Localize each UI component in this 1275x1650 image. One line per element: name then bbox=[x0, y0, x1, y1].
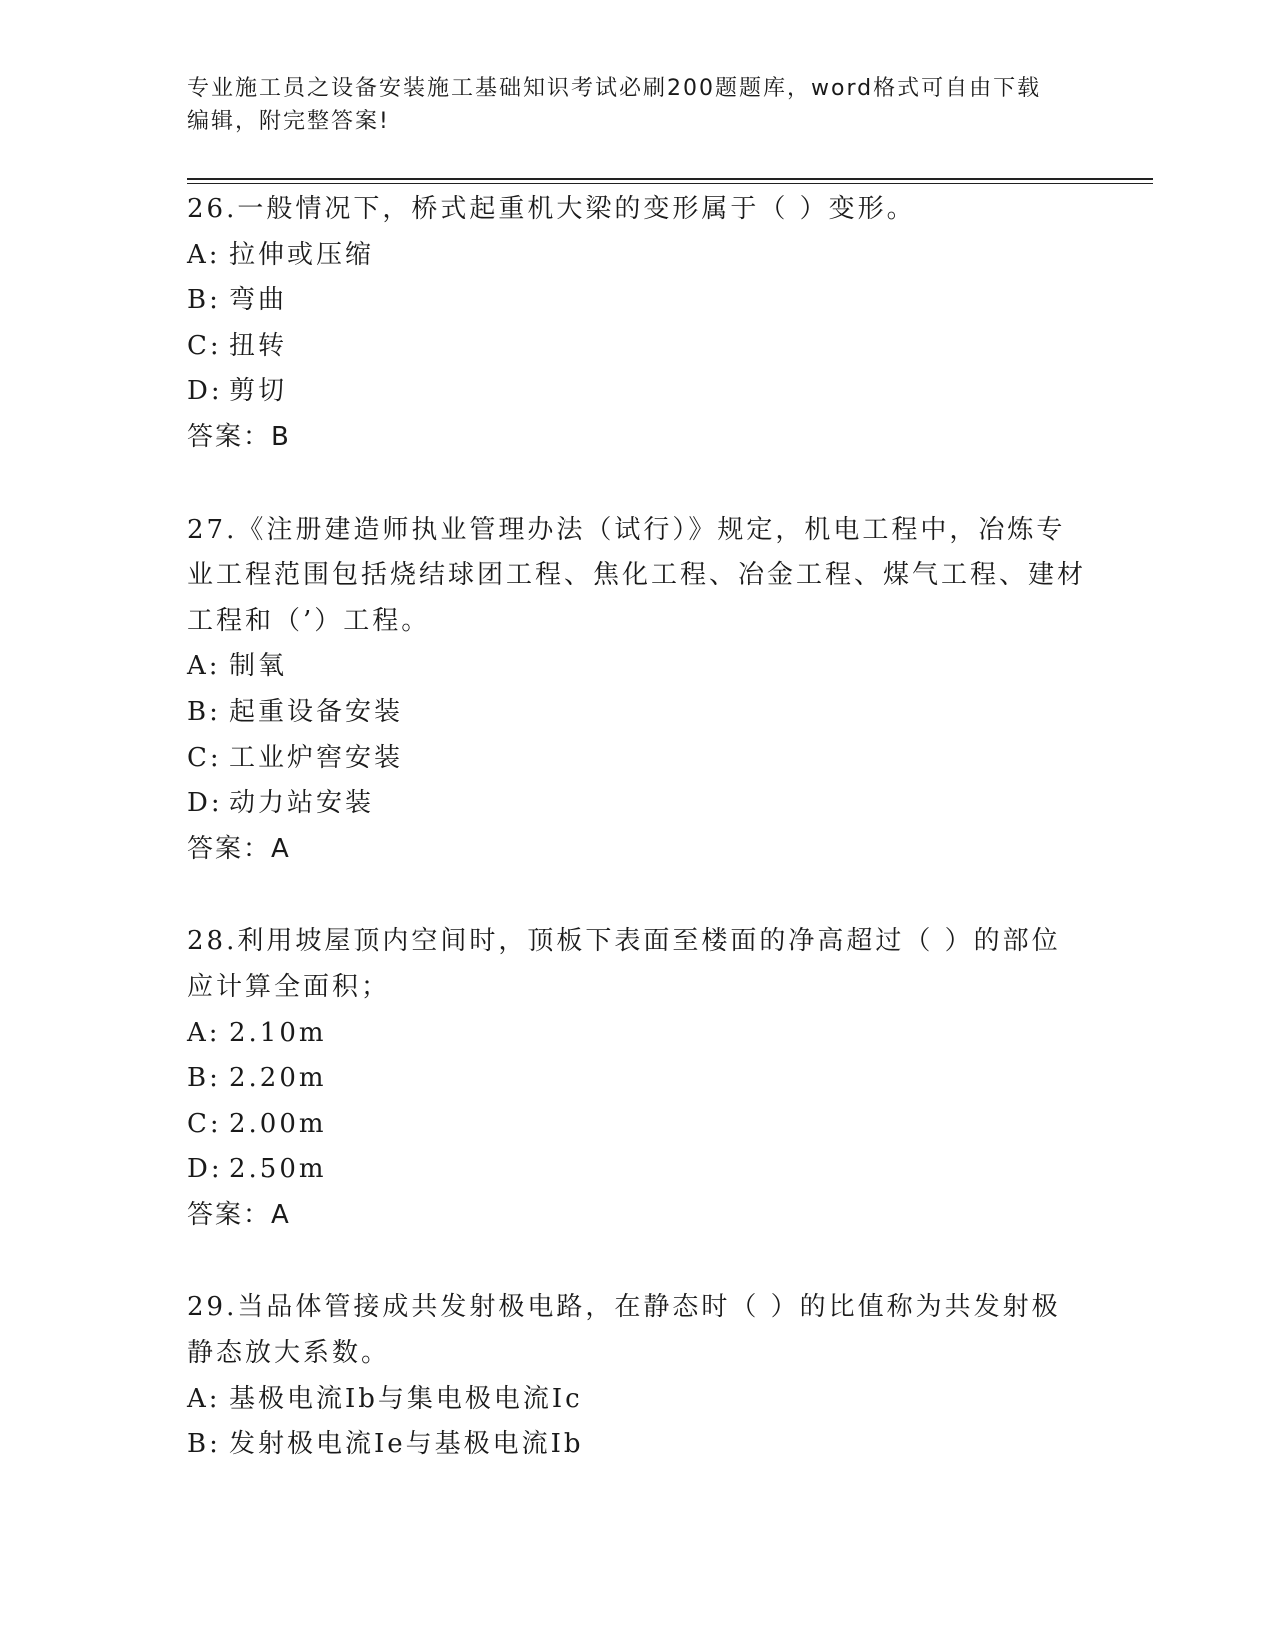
question-text: 当品体管接成共发射极电路，在静态时（ ）的比值称为共发射极静态放大系数。 bbox=[187, 1292, 1061, 1369]
option-a bbox=[187, 233, 1087, 279]
option-text: 拉伸或压缩 bbox=[229, 239, 375, 270]
option-text: 动力站安装 bbox=[229, 788, 375, 819]
option-text: 2.10m bbox=[229, 1017, 327, 1048]
option-key: A: bbox=[187, 1383, 221, 1414]
answer-line: 答案：A bbox=[187, 833, 291, 864]
option-d bbox=[187, 1147, 1087, 1193]
option-key: B: bbox=[187, 696, 221, 727]
question-number: 27. bbox=[187, 514, 238, 545]
question-number: 28. bbox=[187, 926, 238, 957]
answer-line: 答案：B bbox=[187, 421, 291, 452]
option-key: C: bbox=[187, 1108, 222, 1139]
question-list bbox=[187, 187, 1087, 1515]
option-b bbox=[187, 278, 1087, 324]
option-key: A: bbox=[187, 239, 221, 270]
option-key: D: bbox=[187, 1154, 223, 1185]
answer-line: 答案：A bbox=[187, 1199, 291, 1230]
question-text: 一般情况下，桥式起重机大梁的变形属于（ ）变形。 bbox=[237, 194, 916, 224]
option-text: 起重设备安装 bbox=[229, 696, 404, 727]
option-b bbox=[187, 1056, 1087, 1102]
option-key: B: bbox=[187, 285, 221, 316]
option-text: 2.00m bbox=[229, 1108, 327, 1139]
option-b bbox=[187, 690, 1087, 736]
header-title-line-1: 专业施工员之设备安装施工基础知识考试必刷200题题库，word格式可自由下载 bbox=[187, 76, 1042, 101]
option-a bbox=[187, 1011, 1087, 1057]
option-key: C: bbox=[187, 330, 222, 361]
question-text: 利用坡屋顶内空间时，顶板下表面至楼面的净高超过（ ）的部位应计算全面积； bbox=[187, 926, 1061, 1002]
document-header bbox=[187, 72, 1067, 138]
question-number: 29. bbox=[187, 1292, 238, 1323]
option-text: 工业炉窖安装 bbox=[229, 742, 404, 773]
option-d bbox=[187, 781, 1087, 827]
option-c bbox=[187, 324, 1087, 370]
option-key: A: bbox=[187, 651, 221, 682]
option-text: 2.50m bbox=[229, 1154, 327, 1185]
option-key: D: bbox=[187, 376, 223, 407]
option-text: 基极电流Ib与集电极电流Ic bbox=[229, 1383, 583, 1414]
question-stem bbox=[187, 508, 1087, 645]
option-key: C: bbox=[187, 742, 222, 773]
option-key: B: bbox=[187, 1063, 221, 1094]
option-text: 2.20m bbox=[229, 1063, 327, 1094]
question-text: 《注册建造师执业管理办法（试行）》规定，机电工程中，冶炼专业工程范围包括烧结球团工程、焦化工程、冶金工程、煤气工程、建材工程和（’）工程。 bbox=[187, 514, 1087, 636]
question-number: 26. bbox=[187, 194, 238, 224]
question-stem bbox=[187, 919, 1087, 1010]
header-divider-thick bbox=[187, 178, 1153, 180]
option-d bbox=[187, 369, 1087, 415]
header-title-line-2: 编辑，附完整答案! bbox=[187, 109, 390, 134]
question-stem bbox=[187, 187, 1087, 233]
question-27 bbox=[187, 508, 1087, 873]
question-29 bbox=[187, 1285, 1087, 1467]
option-a bbox=[187, 644, 1087, 690]
question-stem bbox=[187, 1285, 1087, 1376]
option-a bbox=[187, 1377, 1087, 1423]
option-text: 发射极电流Ie与基极电流Ib bbox=[229, 1429, 584, 1460]
option-key: A: bbox=[187, 1017, 221, 1048]
question-28 bbox=[187, 919, 1087, 1238]
option-text: 剪切 bbox=[229, 376, 288, 407]
option-text: 制氧 bbox=[229, 651, 288, 682]
option-c bbox=[187, 1102, 1087, 1148]
option-key: D: bbox=[187, 788, 223, 819]
option-key: B: bbox=[187, 1429, 221, 1460]
option-text: 弯曲 bbox=[229, 285, 288, 316]
option-c bbox=[187, 736, 1087, 782]
header-divider-thin bbox=[187, 183, 1153, 184]
option-b bbox=[187, 1422, 1087, 1468]
option-text: 扭转 bbox=[229, 330, 288, 361]
question-26 bbox=[187, 187, 1087, 461]
